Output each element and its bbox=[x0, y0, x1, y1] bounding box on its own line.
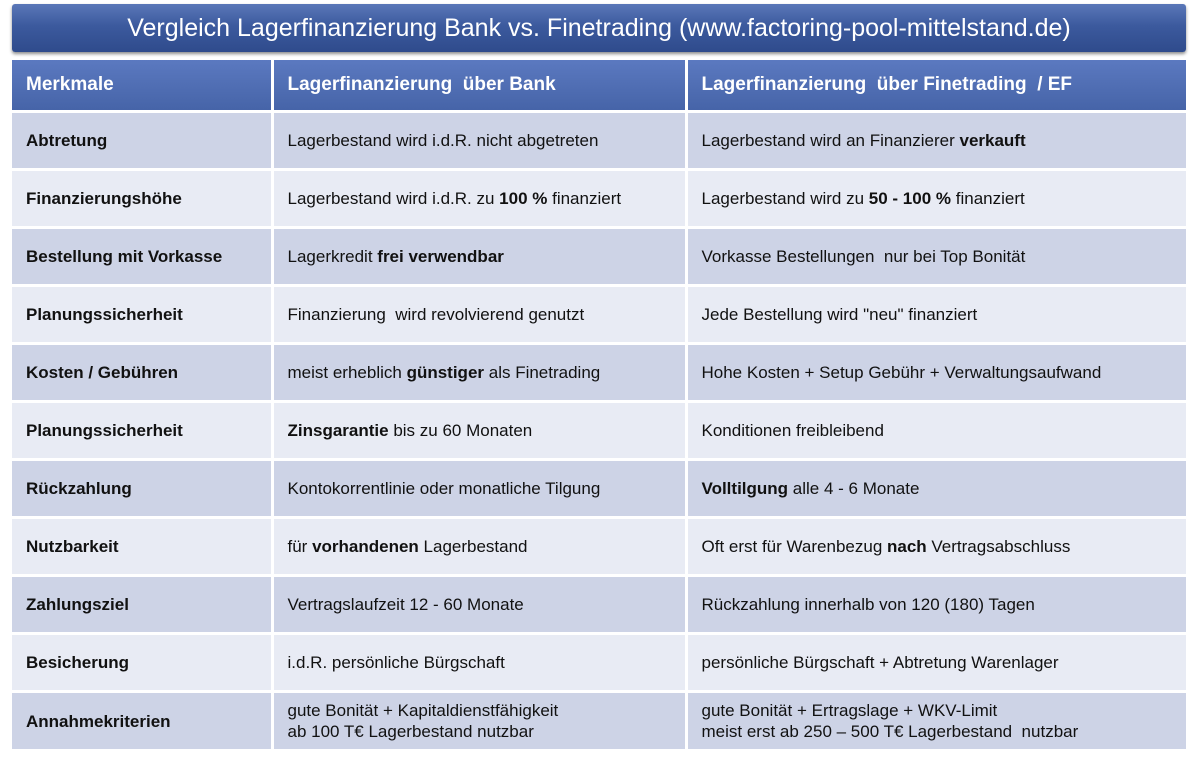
cell-text: Jede Bestellung wird "neu" finanziert bbox=[701, 305, 978, 324]
cell-text: i.d.R. persönliche Bürgschaft bbox=[287, 653, 505, 672]
cell-text: Vertragsabschluss bbox=[926, 537, 1071, 556]
cell-text: Rückzahlung innerhalb von 120 (180) Tagen bbox=[701, 595, 1035, 614]
emphasis-text: günstiger bbox=[406, 363, 485, 382]
row-label: Besicherung bbox=[12, 634, 272, 692]
cell-bank bbox=[272, 576, 686, 634]
row-label: Zahlungsziel bbox=[12, 576, 272, 634]
table-body bbox=[12, 112, 1186, 751]
emphasis-text: Zinsgarantie bbox=[287, 421, 389, 440]
cell-text: Vorkasse Bestellungen nur bei Top Bonität bbox=[701, 247, 1026, 266]
cell-finetrading bbox=[686, 286, 1186, 344]
header-row bbox=[12, 60, 1186, 112]
cell-text: für bbox=[287, 537, 313, 556]
emphasis-text: verkauft bbox=[959, 131, 1026, 150]
column-header-finetrading: Lagerfinanzierung über Finetrading / EF bbox=[686, 60, 1186, 112]
emphasis-text: 100 % bbox=[499, 189, 548, 208]
cell-bank bbox=[272, 460, 686, 518]
table-row bbox=[12, 576, 1186, 634]
emphasis-text: vorhandenen bbox=[312, 537, 419, 556]
emphasis-text: frei verwendbar bbox=[377, 247, 504, 266]
cell-bank bbox=[272, 112, 686, 170]
cell-text: finanziert bbox=[951, 189, 1025, 208]
cell-text: Finanzierung wird revolvierend genutzt bbox=[287, 305, 585, 324]
cell-finetrading bbox=[686, 576, 1186, 634]
row-label: Bestellung mit Vorkasse bbox=[12, 228, 272, 286]
cell-text: Kontokorrentlinie oder monatliche Tilgung bbox=[287, 479, 601, 498]
column-header-merkmale: Merkmale bbox=[12, 60, 272, 112]
cell-finetrading bbox=[686, 344, 1186, 402]
row-label: Annahmekriterien bbox=[12, 692, 272, 751]
cell-finetrading bbox=[686, 460, 1186, 518]
table-header bbox=[12, 60, 1186, 112]
cell-text: Lagerkredit bbox=[287, 247, 378, 266]
row-label: Rückzahlung bbox=[12, 460, 272, 518]
cell-bank bbox=[272, 286, 686, 344]
table-row bbox=[12, 170, 1186, 228]
emphasis-text: Volltilgung bbox=[701, 479, 789, 498]
cell-bank bbox=[272, 518, 686, 576]
cell-text: Lagerbestand wird i.d.R. nicht abgetreten bbox=[287, 131, 599, 150]
table-row bbox=[12, 286, 1186, 344]
cell-finetrading bbox=[686, 112, 1186, 170]
table-row bbox=[12, 402, 1186, 460]
cell-text: gute Bonität + Kapitaldienstfähigkeit ab 100 T€ Lagerbestand nutzbar bbox=[287, 701, 559, 741]
cell-text: Lagerbestand wird zu bbox=[701, 189, 869, 208]
table-row bbox=[12, 460, 1186, 518]
cell-finetrading bbox=[686, 170, 1186, 228]
cell-text: Lagerbestand bbox=[418, 537, 528, 556]
cell-bank bbox=[272, 402, 686, 460]
cell-text: Hohe Kosten + Setup Gebühr + Verwaltungsaufwand bbox=[701, 363, 1102, 382]
row-label: Planungssicherheit bbox=[12, 402, 272, 460]
row-label: Abtretung bbox=[12, 112, 272, 170]
table-row bbox=[12, 344, 1186, 402]
cell-text: Vertragslaufzeit 12 - 60 Monate bbox=[287, 595, 524, 614]
table-row bbox=[12, 518, 1186, 576]
cell-finetrading bbox=[686, 402, 1186, 460]
cell-text: alle 4 - 6 Monate bbox=[788, 479, 920, 498]
cell-bank bbox=[272, 634, 686, 692]
column-header-bank: Lagerfinanzierung über Bank bbox=[272, 60, 686, 112]
cell-text: meist erheblich bbox=[287, 363, 407, 382]
cell-text: finanziert bbox=[547, 189, 622, 208]
cell-bank bbox=[272, 228, 686, 286]
row-label: Planungssicherheit bbox=[12, 286, 272, 344]
cell-text: Oft erst für Warenbezug bbox=[701, 537, 887, 556]
cell-bank bbox=[272, 692, 686, 751]
cell-text: Konditionen freibleibend bbox=[701, 421, 884, 440]
cell-text: als Finetrading bbox=[484, 363, 601, 382]
row-label: Finanzierungshöhe bbox=[12, 170, 272, 228]
row-label: Nutzbarkeit bbox=[12, 518, 272, 576]
emphasis-text: 50 - 100 % bbox=[868, 189, 952, 208]
cell-text: persönliche Bürgschaft + Abtretung Warenlager bbox=[701, 653, 1059, 672]
cell-text: Lagerbestand wird an Finanzierer bbox=[701, 131, 960, 150]
comparison-table bbox=[12, 60, 1186, 752]
cell-text: bis zu 60 Monaten bbox=[388, 421, 533, 440]
cell-bank bbox=[272, 344, 686, 402]
title-banner bbox=[12, 4, 1186, 52]
table-row bbox=[12, 692, 1186, 751]
table-row bbox=[12, 228, 1186, 286]
table-row bbox=[12, 634, 1186, 692]
cell-finetrading bbox=[686, 692, 1186, 751]
emphasis-text: nach bbox=[887, 537, 927, 556]
cell-finetrading bbox=[686, 228, 1186, 286]
cell-finetrading bbox=[686, 634, 1186, 692]
cell-finetrading bbox=[686, 518, 1186, 576]
cell-text: Lagerbestand wird i.d.R. zu bbox=[287, 189, 500, 208]
table-row bbox=[12, 112, 1186, 170]
cell-bank bbox=[272, 170, 686, 228]
page-title: Vergleich Lagerfinanzierung Bank vs. Finetrading (www.factoring-pool-mittelstand.de) bbox=[127, 13, 1071, 42]
cell-text: gute Bonität + Ertragslage + WKV-Limit meist erst ab 250 – 500 T€ Lagerbestand nutzbar bbox=[701, 701, 1079, 741]
row-label: Kosten / Gebühren bbox=[12, 344, 272, 402]
